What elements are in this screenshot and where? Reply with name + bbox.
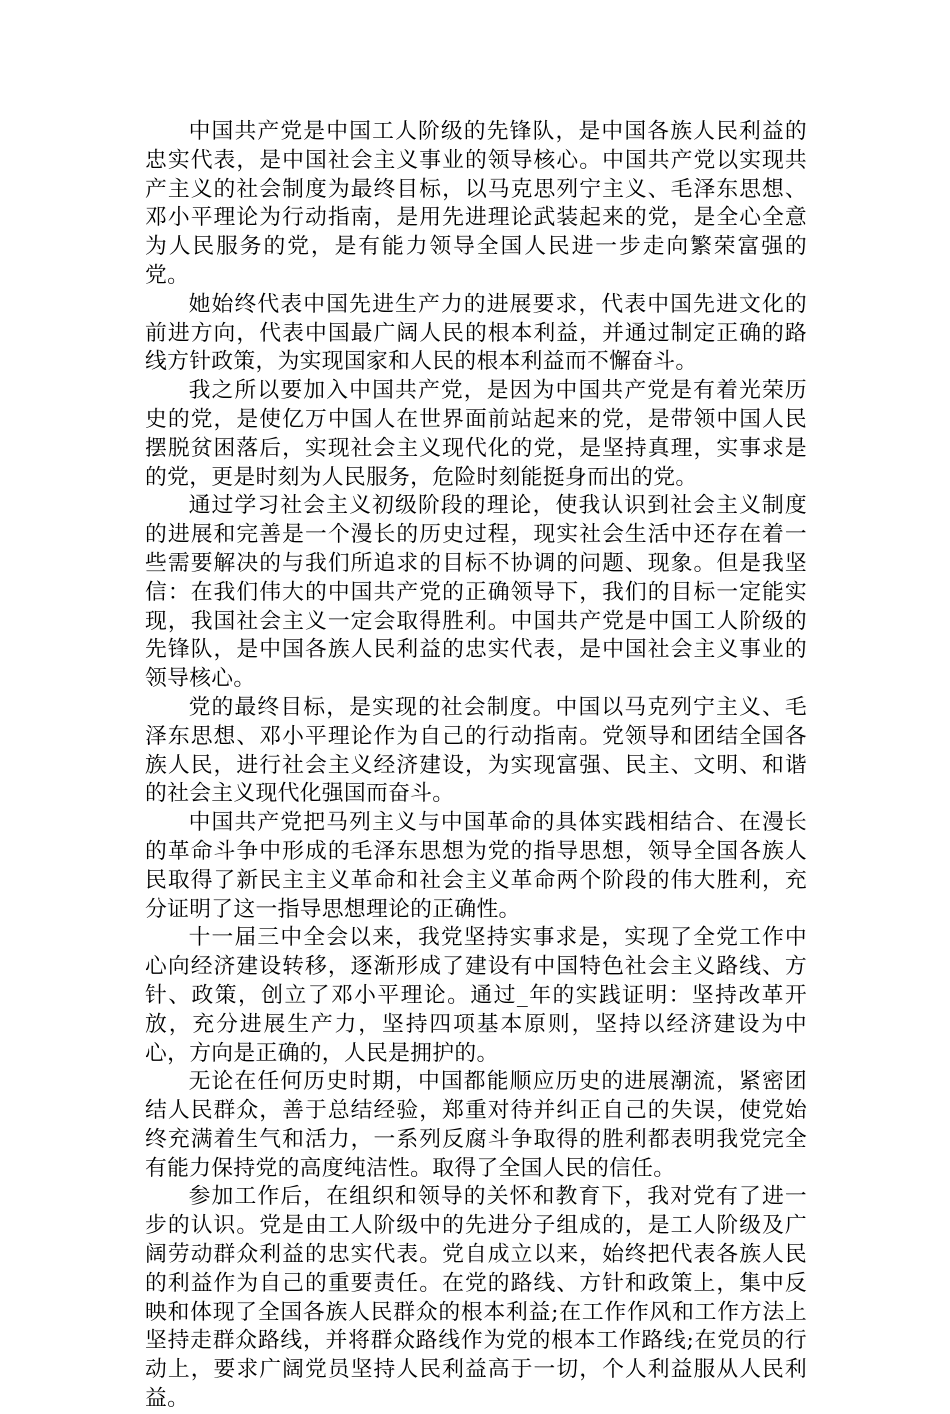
paragraph: 参加工作后，在组织和领导的关怀和教育下，我对党有了进一步的认识。党是由工人阶级中的先进分子组成的，是工人阶级及广阔劳动群众利益的忠实代表。党自成立以来，始终把代表各族人民的利益作为自己的重要责任。在党的路线、方针和政策上，集中反映和体现了全国各族人民群众的根本利益;在工作作风和工作方法上坚持走群众路线，并将群众路线作为党的根本工作路线;在党员的行动上，要求广阔党员坚持人民利益高于一切，个人利益服从人民利益。 [145, 1184, 807, 1412]
paragraph: 她始终代表中国先进生产力的进展要求，代表中国先进文化的前进方向，代表中国最广阔人民的根本利益，并通过制定正确的路线方针政策，为实现国家和人民的根本利益而不懈奋斗。 [145, 291, 807, 375]
paragraph: 通过学习社会主义初级阶段的理论，使我认识到社会主义制度的进展和完善是一个漫长的历史过程，现实社会生活中还存在着一些需要解决的与我们所追求的目标不协调的问题、现象。但是我坚信：在我们伟大的中国共产党的正确领导下，我们的目标一定能实现，我国社会主义一定会取得胜利。中国共产党是中国工人阶级的先锋队，是中国各族人民利益的忠实代表，是中国社会主义事业的领导核心。 [145, 493, 807, 692]
paragraph: 中国共产党把马列主义与中国革命的具体实践相结合、在漫长的革命斗争中形成的毛泽东思想为党的指导思想，领导全国各族人民取得了新民主主义革命和社会主义革命两个阶段的伟大胜利，充分证明了这一指导思想理论的正确性。 [145, 810, 807, 922]
document-body [145, 118, 807, 1414]
paragraph: 我之所以要加入中国共产党，是因为中国共产党是有着光荣历史的党，是使亿万中国人在世界面前站起来的党，是带领中国人民摆脱贫困落后，实现社会主义现代化的党，是坚持真理，实事求是的党，更是时刻为人民服务，危险时刻能挺身而出的党。 [145, 378, 807, 490]
paragraph: 十一届三中全会以来，我党坚持实事求是，实现了全党工作中心向经济建设转移，逐渐形成了建设有中国特色社会主义路线、方针、政策，创立了邓小平理论。通过_年的实践证明：坚持改革开放，充分进展生产力，坚持四项基本原则，坚持以经济建设为中心，方向是正确的，人民是拥护的。 [145, 925, 807, 1066]
paragraph: 中国共产党是中国工人阶级的先锋队，是中国各族人民利益的忠实代表，是中国社会主义事业的领导核心。中国共产党以实现共产主义的社会制度为最终目标，以马克思列宁主义、毛泽东思想、邓小平理论为行动指南，是用先进理论武装起来的党，是全心全意为人民服务的党，是有能力领导全国人民进一步走向繁荣富强的党。 [145, 119, 807, 288]
paragraph: 无论在任何历史时期，中国都能顺应历史的进展潮流，紧密团结人民群众，善于总结经验，郑重对待并纠正自己的失误，使党始终充满着生气和活力，一系列反腐斗争取得的胜利都表明我党完全有能力保持党的高度纯洁性。取得了全国人民的信任。 [145, 1069, 807, 1181]
paragraph: 党的最终目标，是实现的社会制度。中国以马克列宁主义、毛泽东思想、邓小平理论作为自己的行动指南。党领导和团结全国各族人民，进行社会主义经济建设，为实现富强、民主、文明、和谐的社会主义现代化强国而奋斗。 [145, 694, 807, 807]
